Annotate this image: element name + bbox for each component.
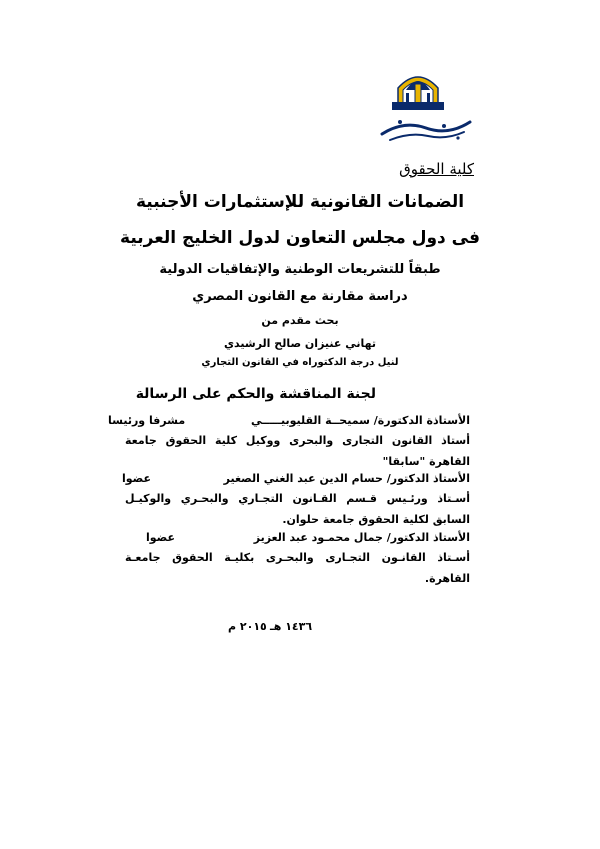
degree-line: لنيل درجة الدكتوراه في القانون التجاري <box>201 357 399 368</box>
thesis-title-line-2: فى دول مجلس التعاون لدول الخليج العربية <box>120 228 480 248</box>
committee-member-description: أستاذ القانون التجارى والبحرى ووكيل كلية الحقوق جامعة القاهرة "سابقا" <box>125 434 470 468</box>
faculty-name: كلية الحقوق <box>399 160 474 178</box>
committee-member-role: مشرفا ورئيسا <box>108 414 186 427</box>
logo-caption <box>382 120 470 140</box>
submitted-by-label: بحث مقدم من <box>261 314 339 327</box>
committee-member-description: أسـتاذ ورئـيس قـسم القـانون التجـاري والبحـري والوكيـل السابق لكلية الحقوق جامعة حلوان. <box>125 492 470 526</box>
comparative-study-line: دراسة مقارنة مع القانون المصري <box>192 289 408 304</box>
logo-emblem <box>392 77 444 110</box>
hijri-date: ١٤٣٦ هـ <box>270 620 313 633</box>
cairo-university-logo <box>370 62 482 146</box>
author-name: تهاني عنيزان صالح الرشيدي <box>223 337 377 350</box>
thesis-subtitle: طبقاً للتشريعات الوطنية والإتفاقيات الدولية <box>159 262 441 277</box>
gregorian-date: ٢٠١٥ م <box>228 620 267 633</box>
committee-member-role: عضوا <box>122 472 152 485</box>
committee-member-name: الأستاذة الدكتورة/ سميحــة القليوبيـــــي <box>251 414 470 427</box>
thesis-title-line-1: الضمانات القانونية للإستثمارات الأجنبية <box>135 192 465 212</box>
committee-member-name: الأستاذ الدكتور/ حسام الدين عبد الغني الصغير <box>223 472 470 485</box>
committee-member-description: أسـتاذ القانـون التجـارى والبحـرى بكليـة الحقوق جامعـة القاهرة. <box>125 551 470 585</box>
committee-member-name: الأستاذ الدكتور/ جمال محمـود عبد العزيز <box>253 531 470 544</box>
committee-heading: لجنة المناقشة والحكم على الرسالة <box>135 386 376 402</box>
committee-member-role: عضوا <box>146 531 176 544</box>
